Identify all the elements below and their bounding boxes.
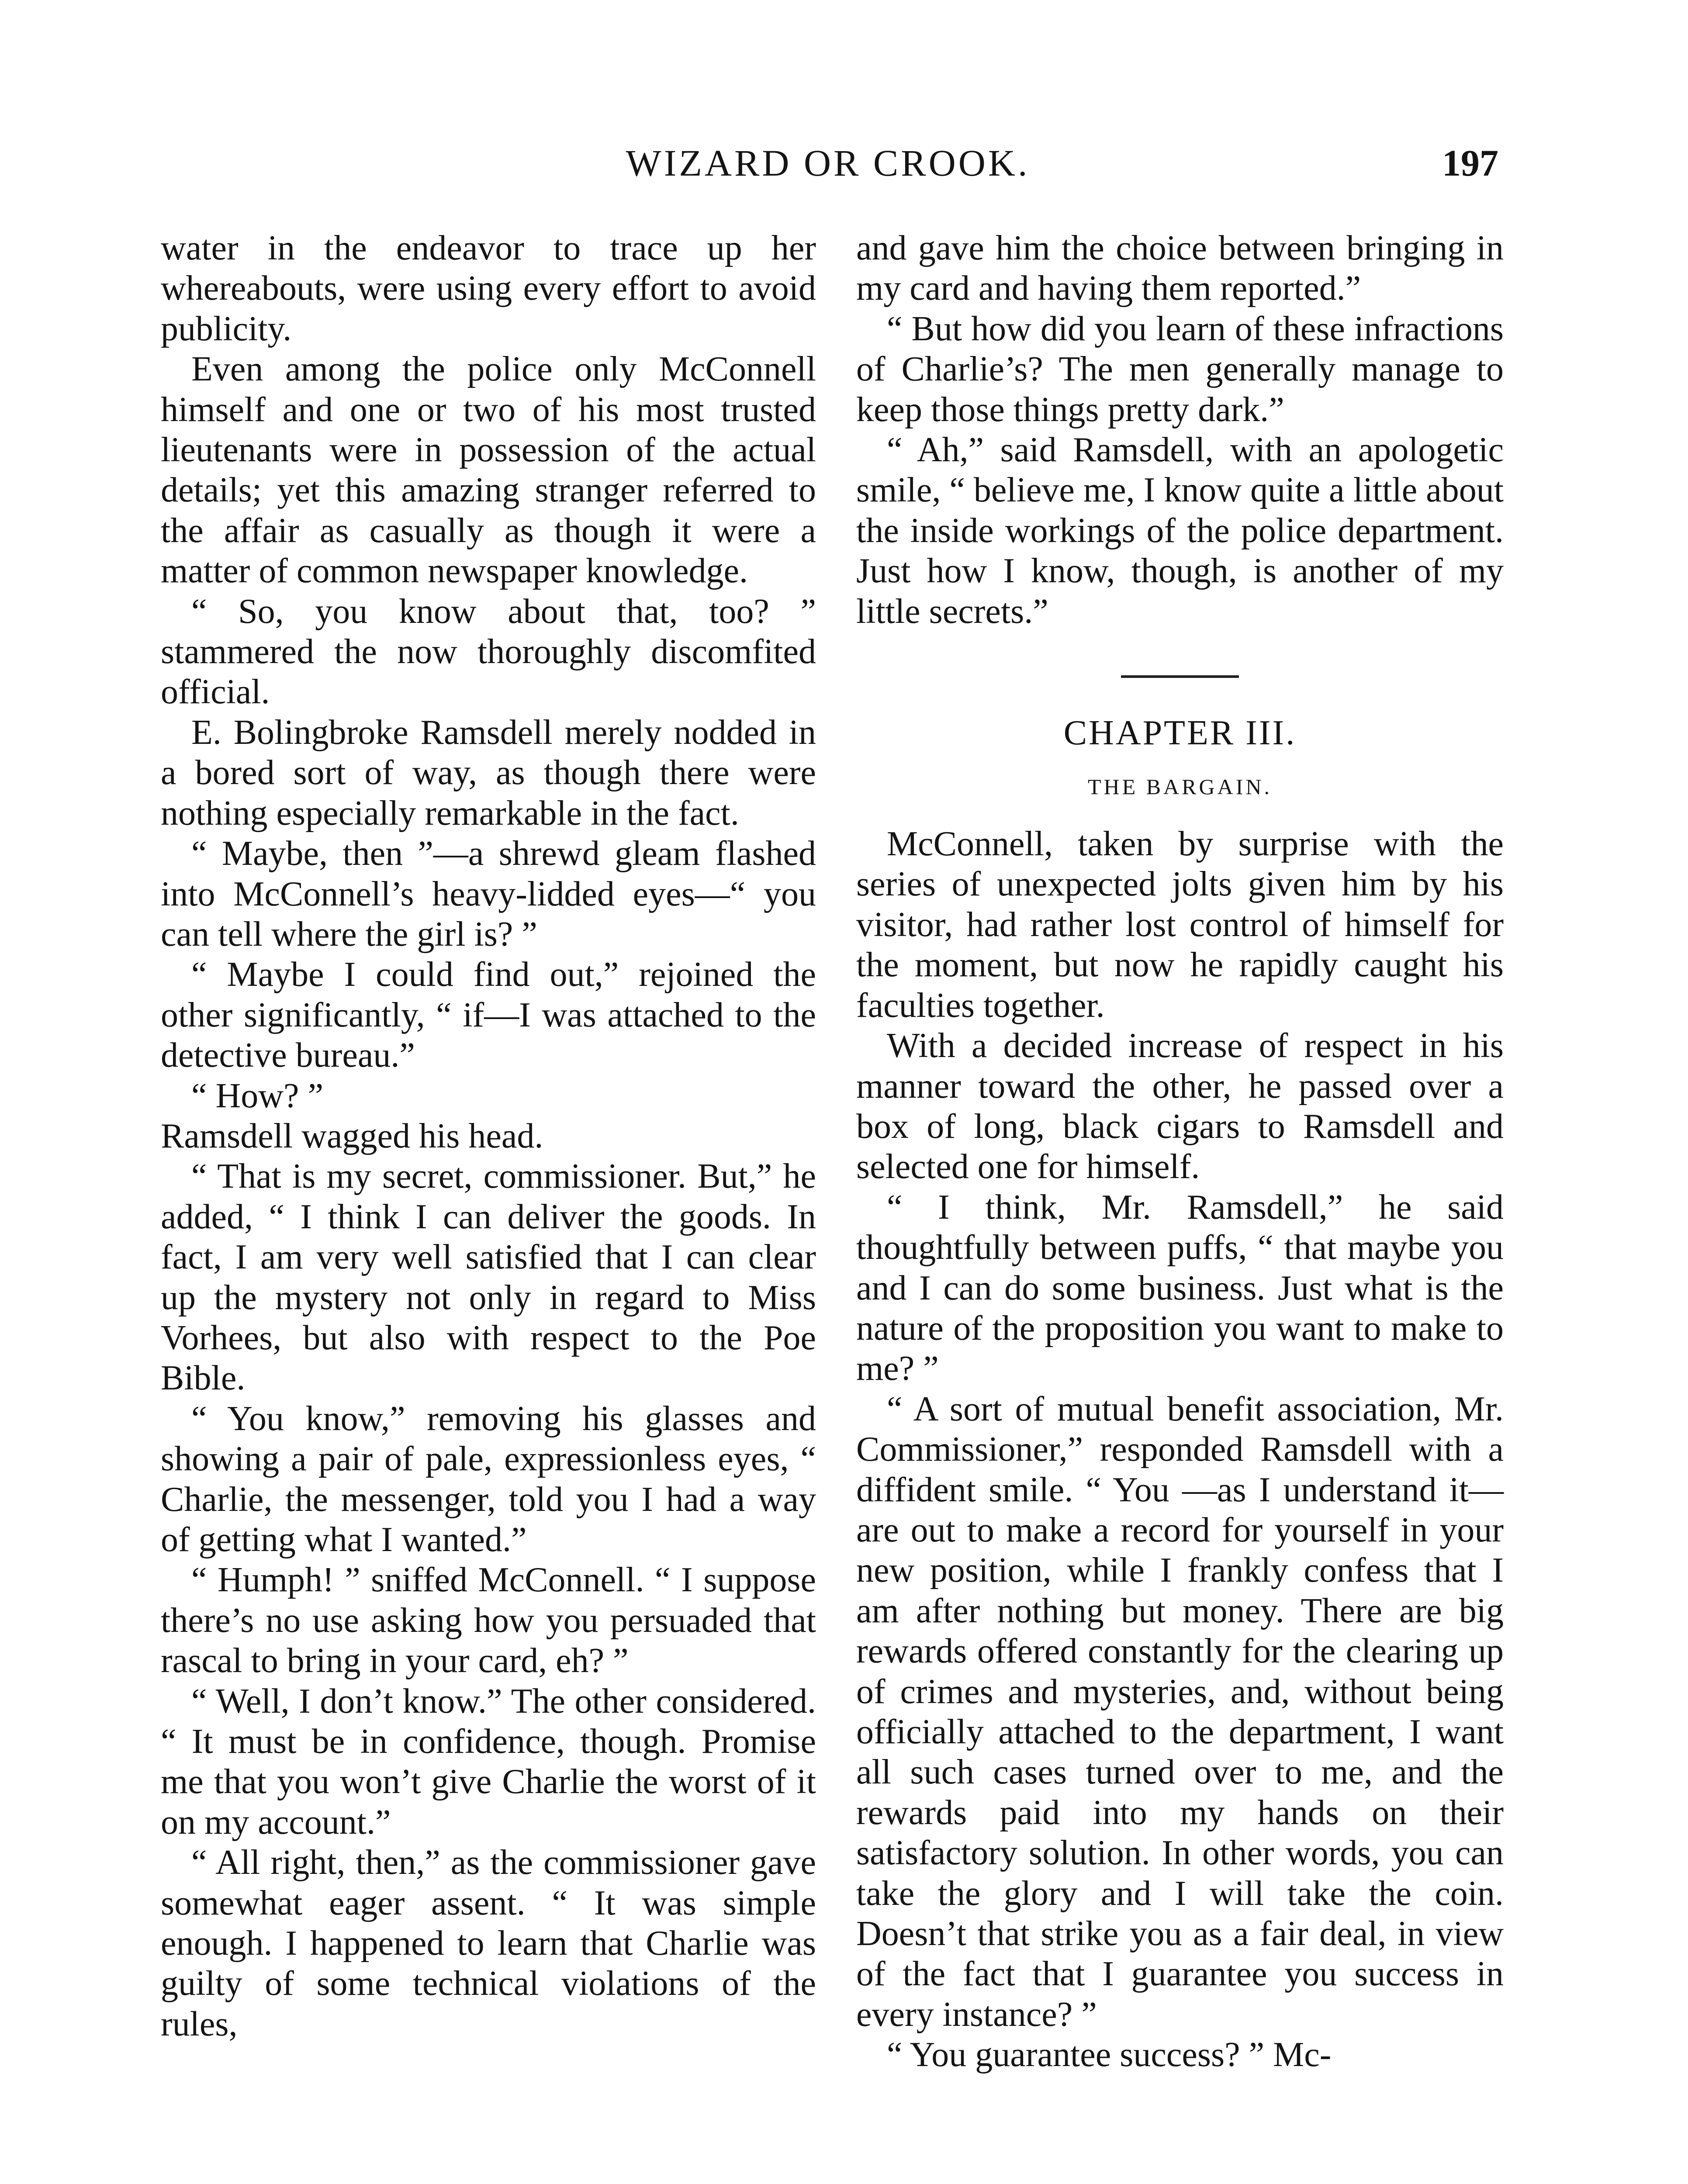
chapter-subtitle: THE BARGAIN. xyxy=(1088,774,1272,799)
paragraph: and gave him the choice between bringing in my card and having them reported.” xyxy=(856,229,1504,308)
chapter-divider-rule xyxy=(1121,675,1239,678)
paragraph: “ So, you know about that, too? ” stammered the now thoroughly discomfited official. xyxy=(161,592,816,712)
paragraph: “ But how did you learn of these infractions of Charlie’s? The men generally manage to keep those things pretty dark.” xyxy=(856,309,1504,429)
paragraph: “ A sort of mutual benefit association, Mr. Commissioner,” responded Ramsdell with a diffident smile. “ You —as I understand it—are out to make a record for yourself in your new position, while I frankly confess that I am after nothing but money. There are big rewards offered constantly for the clearing up of crimes and mysteries, and, without being officially attached to the department, I want all such cases turned over to me, and the rewards paid into my hands on their satisfactory solution. In other words, you can take the glory and I will take the coin. Doesn’t that strike you as a fair deal, in view of the fact that I guarantee you success in every instance? ” xyxy=(856,1389,1504,2034)
paragraph: “ How? ” xyxy=(191,1076,324,1115)
page-header xyxy=(157,139,1498,187)
right-column-bottom xyxy=(856,824,1504,2075)
paragraph: “ Maybe I could find out,” rejoined the other significantly, “ if—I was attached to the detective bureau.” xyxy=(161,955,816,1075)
paragraph: “ I think, Mr. Ramsdell,” he said thoughtfully between puffs, “ that maybe you and I can do some business. Just what is the nature of the proposition you want to make to me? ” xyxy=(856,1188,1504,1388)
paragraph: “ You guarantee success? ” Mc- xyxy=(887,2035,1332,2074)
paragraph: “ All right, then,” as the commissioner gave somewhat eager assent. “ It was simple enough. I happened to learn that Charlie was guilty of some technical violations of the rules, xyxy=(161,1843,816,2043)
paragraph: Ramsdell wagged his head. xyxy=(161,1116,543,1155)
paragraph: “ Maybe, then ”—a shrewd gleam flashed into McConnell’s heavy-lidded eyes—“ you can tell where the girl is? ” xyxy=(161,834,816,954)
paragraph: Even among the police only McConnell himself and one or two of his most trusted lieutenants were in possession of the actual details; yet this amazing stranger referred to the affair as casually as though it were a matter of common newspaper knowledge. xyxy=(161,350,816,591)
page-number: 197 xyxy=(1442,142,1498,184)
paragraph: With a decided increase of respect in his manner toward the other, he passed over a box of long, black cigars to Ramsdell and selected one for himself. xyxy=(856,1026,1504,1186)
paragraph: “ You know,” removing his glasses and showing a pair of pale, expressionless eyes, “ Charlie, the messenger, told you I had a way of getting what I wanted.” xyxy=(161,1399,816,1559)
paragraph: E. Bolingbroke Ramsdell merely nodded in a bored sort of way, as though there were nothing especially remarkable in the fact. xyxy=(161,713,816,833)
paragraph: water in the endeavor to trace up her whereabouts, were using every effort to avoid publicity. xyxy=(161,229,816,348)
right-column xyxy=(856,228,1504,2075)
right-column-top xyxy=(856,228,1504,632)
paragraph: McConnell, taken by surprise with the series of unexpected jolts given him by his visitor, had rather lost control of himself for the moment, but now he rapidly caught his faculties together. xyxy=(856,825,1504,1025)
paragraph: “ Humph! ” sniffed McConnell. “ I suppose there’s no use asking how you persuaded that rascal to bring in your card, eh? ” xyxy=(161,1561,816,1680)
chapter-title: CHAPTER III. xyxy=(1063,714,1297,753)
paragraph: “ Ah,” said Ramsdell, with an apologetic smile, “ believe me, I know quite a little about the inside workings of the police department. Just how I know, though, is another of my little secrets.” xyxy=(856,431,1504,631)
running-head: WIZARD OR CROOK. xyxy=(626,142,1030,184)
paragraph: “ That is my secret, commissioner. But,” he added, “ I think I can deliver the goods. In fact, I am very well satisfied that I can clear up the mystery not only in regard to Miss Vorhees, but also with respect to the Poe Bible. xyxy=(161,1157,816,1398)
paragraph: “ Well, I don’t know.” The other considered. “ It must be in confidence, though. Promise me that you won’t give Charlie the worst of it on my account.” xyxy=(161,1682,816,1842)
left-column xyxy=(161,228,816,2044)
